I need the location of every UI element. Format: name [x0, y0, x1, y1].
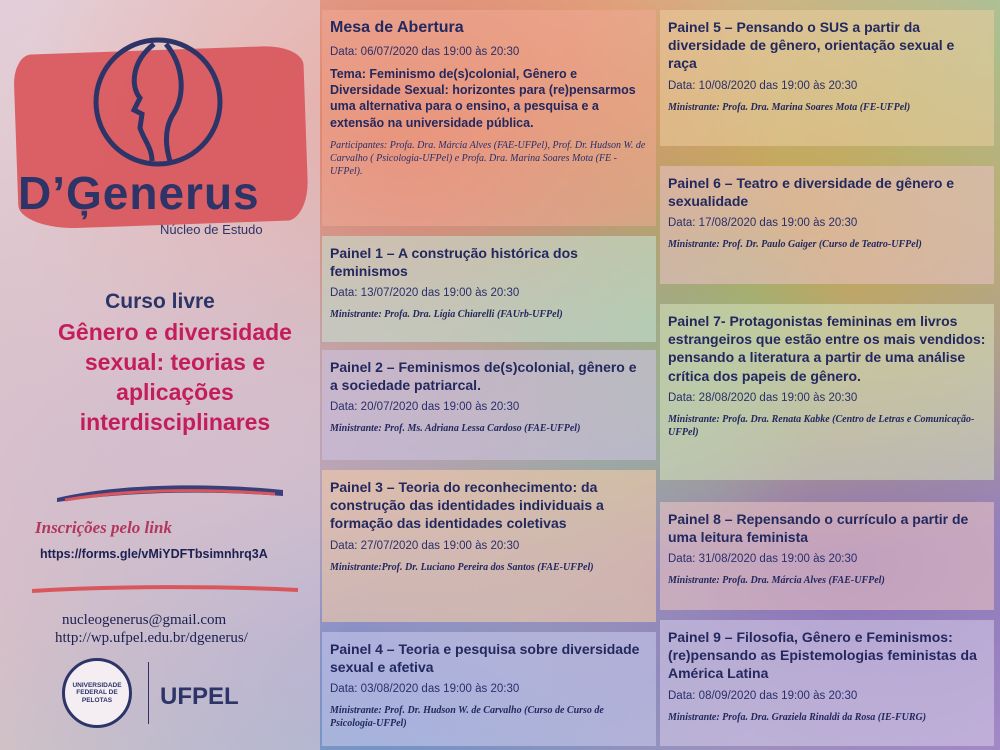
panel-instructor: Ministrante: Profa. Dra. Marina Soares Mota (FE-UFPel) [668, 101, 911, 113]
panel-date: Data: 13/07/2020 das 19:00 às 20:30 [330, 287, 520, 300]
panel-date: Data: 31/08/2020 das 19:00 às 20:30 [668, 553, 858, 566]
panel-title: Painel 5 – Pensando o SUS a partir da diversidade de gênero, orientação sexual e raça [668, 19, 955, 72]
university-seal-icon [62, 658, 132, 728]
panel-card-7 [660, 304, 994, 480]
panel-date: Data: 08/09/2020 das 19:00 às 20:30 [668, 689, 858, 702]
opening-participants: Participantes: Profa. Dra. Márcia Alves (FAE-UFPel), Prof. Dr. Hudson W. de Carvalho ( Psicologia-UFPel) e Profa. Dra. Marina Soares Mota (FE - UFPel). [330, 139, 646, 177]
institution-name: UFPEL [160, 683, 239, 710]
panel-date: Data: 10/08/2020 das 19:00 às 20:30 [668, 79, 858, 92]
panel-instructor: Ministrante: Profa. Dra. Graziela Rinaldi da Rosa (IE-FURG) [668, 711, 927, 723]
decorative-swoosh [55, 480, 285, 504]
panel-title: Painel 3 – Teoria do reconhecimento: da construção das identidades individuais a formação das identidades coletivas [330, 479, 604, 532]
opening-title: Mesa de Abertura [330, 19, 464, 36]
seal-text: UNIVERSIDADE FEDERAL DE PELOTAS [72, 682, 122, 704]
panel-instructor: Ministrante: Profa. Dra. Lígia Chiarelli (FAUrb-UFPel) [330, 309, 563, 321]
panel-title: Painel 6 – Teatro e diversidade de gênero e sexualidade [668, 175, 955, 210]
panel-date: Data: 28/08/2020 das 19:00 às 20:30 [668, 391, 858, 404]
panel-date: Data: 20/07/2020 das 19:00 às 20:30 [330, 401, 520, 414]
panel-card-2 [322, 350, 656, 460]
opening-date: Data: 06/07/2020 das 19:00 às 20:30 [330, 45, 520, 58]
registration-label: Inscrições pelo link [35, 518, 172, 537]
course-label: Curso livre [105, 290, 215, 313]
panel-card-4 [322, 632, 656, 746]
registration-link[interactable]: https://forms.gle/vMiYDFTbsimnhrq3A [40, 547, 268, 561]
contact-email[interactable]: nucleogenerus@gmail.com [62, 612, 227, 628]
panel-card-8 [660, 502, 994, 610]
panel-instructor: Ministrante: Profa. Dra. Renata Kabke (Centro de Letras e Comunicação-UFPel) [668, 413, 975, 438]
decorative-underline [30, 584, 300, 596]
panel-title: Painel 7- Protagonistas femininas em livros estrangeiros que estão entre os mais vendidos: pensando a literatura a partir de uma análise crítica dos papeis de gênero. [668, 313, 986, 384]
panel-instructor: Ministrante: Prof. Dr. Paulo Gaiger (Curso de Teatro-UFPel) [668, 239, 922, 251]
panel-card-5 [660, 10, 994, 146]
panel-title: Painel 9 – Filosofia, Gênero e Feminismos: (re)pensando as Epistemologias feministas da América Latina [668, 629, 977, 682]
panel-card-3 [322, 470, 656, 622]
panel-title: Painel 1 – A construção histórica dos feminismos [330, 245, 578, 280]
logo-name: D’Ģenerus [18, 167, 260, 219]
panel-date: Data: 17/08/2020 das 19:00 às 20:30 [668, 217, 858, 230]
panel-instructor: Ministrante:Prof. Dr. Luciano Pereira dos Santos (FAE-UFPel) [330, 561, 594, 573]
panel-card-9 [660, 620, 994, 746]
logo-subtitle: Núcleo de Estudo [160, 222, 263, 237]
panel-title: Painel 4 – Teoria e pesquisa sobre diversidade sexual e afetiva [330, 641, 640, 676]
logo-divider [148, 662, 149, 724]
panel-title: Painel 8 – Repensando o currículo a partir de uma leitura feminista [668, 511, 969, 546]
contact-website[interactable]: http://wp.ufpel.edu.br/dgenerus/ [55, 630, 248, 646]
panel-date: Data: 03/08/2020 das 19:00 às 20:30 [330, 683, 520, 696]
panel-card-1 [322, 236, 656, 342]
panel-instructor: Ministrante: Prof. Dr. Hudson W. de Carvalho (Curso de Curso de Psicologia-UFPel) [330, 705, 604, 730]
panel-title: Painel 2 – Feminismos de(s)colonial, gênero e a sociedade patriarcal. [330, 359, 637, 394]
opening-theme: Tema: Feminismo de(s)colonial, Gênero e Diversidade Sexual: horizontes para (re)pensarmos uma alternativa para o ensino, a pesquisa e a extensão na universidade pública. [330, 66, 636, 130]
opening-session-card [322, 10, 656, 226]
panel-date: Data: 27/07/2020 das 19:00 às 20:30 [330, 539, 520, 552]
panel-card-6 [660, 166, 994, 284]
panel-instructor: Ministrante: Profa. Dra. Márcia Alves (FAE-UFPel) [668, 575, 885, 587]
course-title: Gênero e diversidade sexual: teorias e aplicações interdisciplinares [58, 319, 292, 435]
panel-instructor: Ministrante: Prof. Ms. Adriana Lessa Cardoso (FAE-UFPel) [330, 423, 581, 435]
profile-faces-icon [92, 36, 224, 168]
